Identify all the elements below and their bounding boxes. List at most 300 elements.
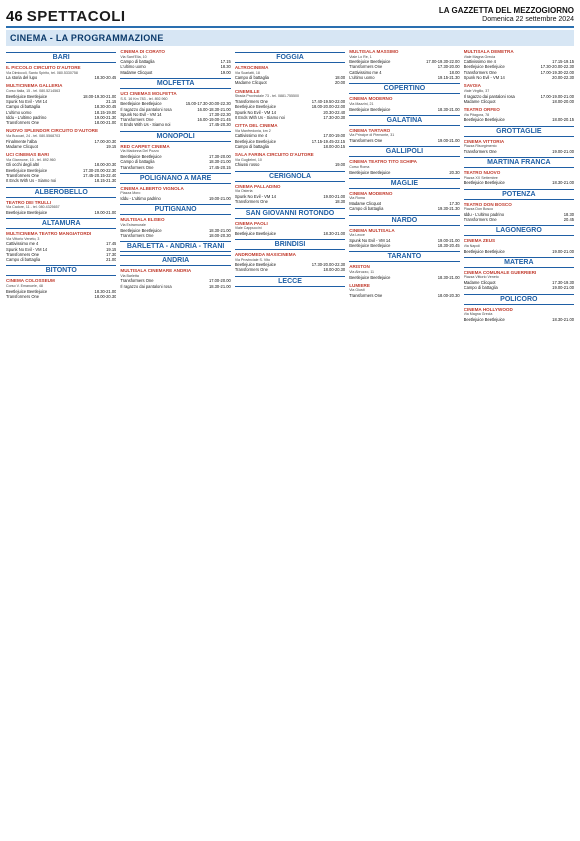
film-title: Beetlejuice Beetlejuice [234,262,277,268]
film-times: 18.00-20.00-22.00 [311,104,346,110]
cinema-address: Via Osteria [234,189,253,194]
cinema-block [349,228,459,249]
film-times: 17.30-20.00 [437,64,460,70]
cinema-address: Via Giannone, 10 - tel. 892.960 [6,157,56,162]
cinema-address: Viale Virgilio, 37 [463,88,490,93]
film-title: Campo di battaglia [234,143,269,149]
film-times: 18.30-20.45 [437,243,460,249]
film-times: 18.30-21.00 [94,288,117,294]
listing-columns [6,49,574,839]
film-title: Transformers One [463,148,497,154]
masthead-right [439,6,574,26]
film-title: Madame Clicquot [463,98,496,104]
cinema-name: MULTICINEMA TEATRO MANGIATORDI [6,231,92,237]
film-row [464,217,574,222]
film-title: Beetlejuice Beetlejuice [463,180,505,186]
film-title: Transformers One [234,98,268,104]
film-title: Campo di battaglia [463,285,498,291]
listing-column [349,49,459,839]
film-row [120,284,230,289]
film-times: 17.15-19.45-22.15 [311,138,346,144]
city-heading: LAGONEGRO [464,225,574,236]
film-times: 18.30-21.00 [208,159,231,165]
film-times: 18.30-20.45 [94,75,117,81]
film-times: 18.15-21.30 [94,178,117,184]
city-heading: BARLETTA - ANDRIA - TRANI [120,241,230,252]
cinema-address: Via Principe di Piemonte, 31 [349,133,395,138]
cinema-address: Via Manfredonia, km 2 [234,128,271,133]
film-times: 19.00-21.00 [437,138,460,144]
cinema-name: CITTA DEL CINEMA [234,123,278,129]
cinema-name: SALA FARINA CIRCUITO D'AUTORE [234,152,314,158]
film-times: 18.30-21.00 [437,106,460,112]
cinema-block [235,89,345,120]
cinema-block [120,91,230,128]
cinema-block [464,270,574,291]
film-title: L'ultimo uomo [349,75,375,81]
film-times: 17.00-20.30 [94,138,117,144]
cinema-block [235,184,345,205]
cinema-name: CINEMA PAOLI [234,220,268,226]
film-title: Spunk No Evil - VM 14 [349,237,391,243]
film-times: 18.00-20.30 [323,267,346,273]
cinema-address: Via Estramurale [120,222,146,227]
film-times: 17.30-20.00-22.30 [311,262,346,268]
film-times: 15.00-17.30-20.00-22.30 [185,101,231,107]
cinema-block [464,238,574,253]
cinema-name: TEATRO ORFEO [463,107,500,113]
city-heading: MAGLIE [349,178,459,189]
film-title: Beetlejuice Beetlejuice [234,138,277,144]
film-row [6,178,116,183]
film-times: 18.00-20.30 [437,293,460,299]
cinema-address: Via Dimiccoli, Santo Spirito, tel. 080.5330758 [6,70,78,75]
film-title: Campo di battaglia [120,59,155,65]
cinema-address: Piazza Moro [120,191,141,196]
page-number: 46 [6,8,23,25]
cinema-address: Via Madonna Del Pozzo [120,149,159,154]
film-times: 18.30-21.00 [208,227,231,233]
cinema-block [464,307,574,322]
film-title: Beetlejuice Beetlejuice [6,93,48,99]
film-times: 18.00-20.15 [552,117,574,123]
cinema-block [235,123,345,149]
film-times: 17.00-19.30-22.00 [540,69,574,75]
film-title: Spunk No Evil - VM 14 [6,246,48,252]
film-title: Cattivissimo me 4 [6,241,39,247]
listing-column [6,49,116,839]
cinema-name: TEATRO DON BOSCO [463,201,512,207]
film-times: 18.30-21.00 [208,283,231,289]
film-title: Spunk No Evil - VM 14 [234,109,276,115]
film-times: 18.00-20.30 [94,293,117,299]
cinema-address: Via Napoli [463,243,480,248]
cinema-address: Strada Provinciale 73 - tel. 0881.755500 [234,94,299,99]
film-title: Transformers One [120,232,154,238]
cinema-name: CINEMA ALBERTO VIGNOLA [120,185,184,191]
film-row [120,70,230,75]
film-row [6,144,116,149]
cinema-block [6,83,116,125]
film-times: 19.15 [106,246,117,252]
film-title: Transformers One [349,293,383,299]
cinema-address: Via Mazzini, 21 [349,101,374,106]
listing-column [464,49,574,839]
film-times: 17.45-20.15-22.40 [82,173,117,179]
film-times: 18.00-20.00 [552,98,574,104]
city-heading: NARDO [349,215,459,226]
film-times: 18.30 [334,199,346,205]
cinema-address: Via Barletta [120,273,139,278]
film-row [464,285,574,290]
film-row [120,233,230,238]
cinema-address: Via Lecce [349,233,365,238]
film-title: Cattivissimo me 4 [234,133,268,139]
film-title: Spunk No Evil - VM 14 [6,98,48,104]
cinema-block [349,191,459,212]
film-times: 19.00 [220,69,231,75]
cinema-address: Via Roma [349,196,365,201]
film-title: Transformers One [6,293,40,299]
cinema-block [6,278,116,299]
film-title: Beetlejuice Beetlejuice [463,64,505,70]
film-times: 16.00-18.30-21.00 [197,106,231,112]
film-times: 17.00-19.00 [323,133,346,139]
film-row [6,210,116,215]
film-title: Spunk No Evil - VM 14 [120,111,162,117]
cinema-name: SAVOIA [463,83,481,89]
city-heading: POLICORO [464,294,574,305]
cinema-address: Viale Magna Grecia [463,54,496,59]
cinema-name: LUMIERE [349,282,370,288]
cinema-name: MULTISALA ELISEO [120,217,165,223]
cinema-block [464,49,574,80]
film-row [349,75,459,80]
cinema-name: CINEMA PALLADINO [234,183,281,189]
city-heading: COPERTINO [349,83,459,94]
film-title: Madame Clicquot [120,69,153,75]
film-row [235,231,345,236]
film-times: 18.30-21.00 [437,274,460,280]
film-times: 19.00-21.00 [208,196,231,202]
cinema-address: Via Buccari, 24 - tel. 080.5568703 [6,134,61,139]
film-times: 18.00-21.00 [94,120,117,126]
cinema-block [6,231,116,262]
film-row [235,144,345,149]
cinema-block [120,49,230,75]
cinema-name: CINEMA MULTISALA [349,227,395,233]
film-title: Transformers One [234,267,268,273]
cinema-name: MULTICINEMA GALLERIA [6,83,63,89]
city-heading: GALLIPOLI [349,146,459,157]
cinema-block [464,170,574,185]
newspaper-name: LA GAZZETTA DEL MEZZOGIORNO [438,6,574,15]
film-times: 18.30 [563,211,574,217]
cinema-block [235,65,345,86]
film-title: L'ultimo uomo [120,64,146,70]
cinema-address: Via Pitagora, 78 [463,112,490,117]
film-times: 18.30 [220,64,231,70]
city-heading: SAN GIOVANNI ROTONDO [235,208,345,219]
film-title: Spunk No Evil - VM 14 [234,193,276,199]
film-times: 21.15 [106,98,117,104]
film-times: 17.30-20.30 [323,114,346,120]
city-heading: ANDRIA [120,255,230,266]
film-row [349,138,459,143]
film-title: Beetlejuice Beetlejuice [6,167,48,173]
film-title: Campo di battaglia [234,75,269,81]
city-heading: GALATINA [349,115,459,126]
film-title: Il ragazzo dai pantaloni rosa [463,93,515,99]
film-times: 17.15-19.15 [552,59,574,65]
cinema-block [6,65,116,80]
cinema-address: Corso V. Emanuele, 48 [6,284,43,289]
film-times: 19.00-21.00 [552,148,574,154]
cinema-address: Via Giusti [349,288,365,293]
film-title: Transformers One [234,199,268,205]
cinema-block [464,83,574,104]
cinema-name: CINEMA MODERNO [349,96,393,102]
film-times: 19.00-21.00 [552,248,574,254]
cinema-block [464,202,574,223]
film-times: 18.00 [334,75,346,81]
film-times: 19.15-21.30 [437,75,460,81]
film-row [464,180,574,185]
film-title: Il ragazzo dai pantaloni rosa [120,283,172,289]
film-title: Cattivissimo me 4 [463,59,496,65]
film-title: Campo di battaglia [6,257,41,263]
issue-date: Domenica 22 settembre 2024 [482,16,574,23]
film-title: Il ragazzo dai pantaloni rosa [120,106,172,112]
cinema-name: UCI CINEMAS MOLFETTA [120,91,177,97]
city-heading: ALBEROBELLO [6,187,116,198]
film-row [349,275,459,280]
film-times: 19.30-21.30 [437,206,460,212]
film-title: Beetlejuice Beetlejuice [463,117,505,123]
cinema-address: Via Guglielmi, 10 [234,157,262,162]
film-times: 17.30-20.00-22.30 [82,167,117,173]
cinema-block [349,128,459,143]
cinema-address: Viale Lo Re, 1 [349,54,372,59]
film-times: 18.30-21.00 [552,316,574,322]
cinema-block [120,186,230,201]
film-row [6,120,116,125]
cinema-name: CINEMA VITTORIA [463,138,505,144]
cinema-name: CINEMA TEATRO TITO SCHIPA [349,159,417,165]
film-times: 17.30-20.00 [208,153,231,159]
cinema-block [6,152,116,183]
film-times: 18.00-19.30-21.00 [82,93,117,99]
film-times: 21.00 [106,257,117,263]
film-title: Madame Clicquot [349,201,382,207]
film-title: Transformers One [6,251,40,257]
city-heading: CERIGNOLA [235,171,345,182]
film-times: 17.00-19.00-21.00 [540,93,574,99]
film-title: Finalmente l'alba [6,138,37,144]
film-title: Beetlejuice Beetlejuice [234,230,277,236]
film-title: Gli occhi degli altri [6,162,40,168]
film-times: 18.00-20.30 [208,232,231,238]
cinema-address: Piazza Risorgimento [463,144,497,149]
cinema-name: CINEMA ZEUS [463,238,496,244]
film-title: Beetlejuice Beetlejuice [349,59,391,65]
film-times: 17.45-20.15 [208,164,231,170]
film-title: Madame Clicquot [6,143,38,149]
film-times: 17.30-22.30 [208,111,231,117]
film-title: Transformers One [6,120,40,126]
film-title: Transformers One [120,117,154,123]
cinema-name: ALTROCINEMA [234,65,269,70]
film-times: 19.00-21.30 [94,114,117,120]
film-row [6,75,116,80]
city-heading: PUTIGNANO [120,204,230,215]
cinema-block [349,96,459,111]
film-times: 19.00-21.00 [437,237,460,243]
film-title: Beetlejuice Beetlejuice [463,248,505,254]
film-row [349,293,459,298]
cinema-name: CINEMA DI CORATO [120,49,165,54]
cinema-block [120,144,230,170]
city-heading: GROTTAGLIE [464,126,574,137]
cinema-block [6,128,116,149]
cinema-block [235,221,345,236]
cinema-name: CINEMA HOLLYWOOD [463,306,513,312]
film-row [464,149,574,154]
film-times: 18.30-21.00 [552,180,574,186]
city-heading: BITONTO [6,265,116,276]
film-times: 18.00-20.15 [323,143,346,149]
film-row [120,122,230,127]
cinema-block [235,252,345,273]
cinema-block [120,217,230,238]
film-title: It Ends With Us - Siamo noi [6,178,57,184]
cinema-address: Corso Roma [349,164,370,169]
film-title: Transformers One [120,164,154,170]
film-times: 18.00-20.30 [94,162,117,168]
film-title: Beetlejuice Beetlejuice [463,316,505,322]
cinema-block [120,268,230,289]
film-row [120,165,230,170]
film-title: Chiussi rosso [234,162,260,168]
cinema-address: Via Vittorio Veneto, 3 [6,236,40,241]
city-heading: MARTINA FRANCA [464,157,574,168]
film-times: 20.00 [334,80,346,86]
city-heading: ALTAMURA [6,218,116,229]
cinema-name: CINEMA COMUNALE GUERRIERI [463,269,537,275]
cinema-name: CINEMILLE [234,88,260,94]
cinema-address: Piazza Vittorio Veneto [463,275,499,280]
film-times: 17.40-19.50-22.00 [311,98,346,104]
cinema-block [349,159,459,174]
film-title: Campo di battaglia [349,206,384,212]
film-times: 19.00 [334,162,346,168]
film-title: Transformers One [349,64,383,70]
cinema-name: ANDROMEDA MAXICINEMA [234,251,296,257]
film-title: Beetlejuice Beetlejuice [6,288,48,294]
film-times: 16.00-19.00-21.45 [197,117,231,123]
city-heading: POLIGNANO A MARE [120,173,230,184]
film-title: Madame Clicquot [234,80,267,86]
listing-column [120,49,230,839]
film-title: Campo di battaglia [6,104,41,110]
film-times: 18.00 [449,69,460,75]
section-banner: CINEMA - LA PROGRAMMAZIONE [6,30,574,46]
listing-column [235,49,345,839]
cinema-address: Piazza Don Bosco [463,207,493,212]
film-title: Beetlejuice Beetlejuice [349,106,391,112]
film-row [349,206,459,211]
cinema-address: Via Provinciale S. Vito [234,257,271,262]
film-row [349,107,459,112]
cinema-name: CINEMA TARTARO [349,127,391,133]
cinema-address: Via Abruzzo, 11 [349,269,375,274]
film-title: La storia del lupo [6,75,38,81]
film-title: Beetlejuice Beetlejuice [120,227,162,233]
cinema-name: MULTISALA MASSIMO [349,49,399,54]
film-row [235,162,345,167]
film-times: 17.15 [220,59,231,65]
film-title: Beetlejuice Beetlejuice [120,153,162,159]
film-title: Beetlejuice Beetlejuice [349,274,391,280]
cinema-block [235,152,345,167]
film-times: 19.00-21.00 [94,209,117,215]
film-title: Campo di battaglia [120,159,155,165]
film-times: 20.00-22.30 [552,75,574,81]
cinema-address: Piazza XX Settembre [463,175,498,180]
city-heading: BARI [6,52,116,63]
film-row [120,196,230,201]
city-heading: LECCE [235,276,345,287]
city-heading: MOLFETTA [120,78,230,89]
film-title: Iddu - L'ultimo padrino [463,211,505,217]
cinema-name: ARISTON [349,264,370,270]
cinema-block [349,49,459,80]
cinema-name: RED CARPET CINEMA [120,143,170,149]
film-row [349,243,459,248]
film-title: Beetlejuice Beetlejuice [6,209,48,215]
cinema-name: UCI CINEMAS BARI [6,152,49,158]
film-title: Madame Clicquot [463,280,496,286]
cinema-block [349,264,459,279]
film-row [235,267,345,272]
city-heading: MONOPOLI [120,131,230,142]
film-times: 17.45-20.30 [208,122,231,128]
film-row [349,170,459,175]
cinema-name: CINEMA COLOSSEUM [6,278,55,284]
film-title: Transformers One [120,278,154,284]
film-row [464,249,574,254]
cinema-name: TEATRO NUOVO [463,170,501,176]
film-title: Iddu - L'ultimo padrino [6,114,47,120]
film-times: 17.00-20.00 [208,278,231,284]
cinema-name: MULTISALA DEMETRA [463,49,514,54]
city-heading: MATERA [464,257,574,268]
film-row [6,294,116,299]
film-times: 18.30-21.00 [323,230,346,236]
cinema-address: Via Scarlatti, 18 [234,70,260,75]
film-times: 20.30 [449,169,460,175]
film-row [235,115,345,120]
film-times: 17.30 [106,251,117,257]
section-title: SPETTACOLI [26,8,126,25]
film-row [464,317,574,322]
film-times: 19.00-21.00 [323,193,346,199]
film-row [464,75,574,80]
masthead [6,0,574,28]
film-times: 19.15 [106,143,117,149]
film-times: 17.00-19.30-22.00 [426,59,460,65]
cinema-block [464,139,574,154]
